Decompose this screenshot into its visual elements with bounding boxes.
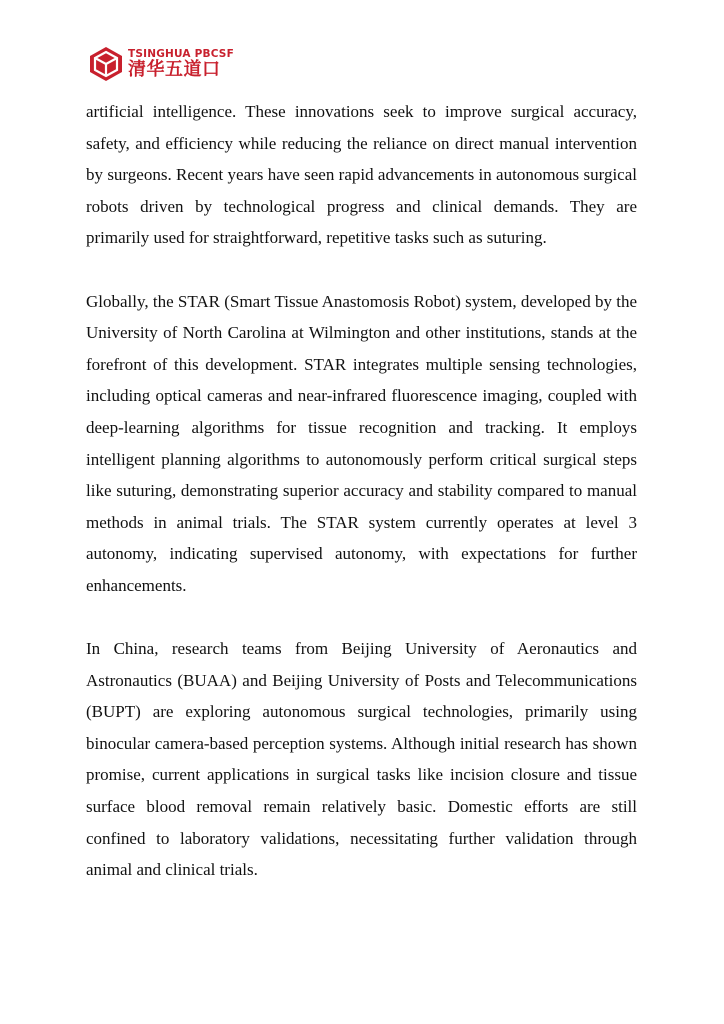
- header-logo: [89, 44, 234, 84]
- paragraph-china-research: In China, research teams from Beijing University of Aeronautics and Astronautics (BUAA) and Beijing University of Posts and Telecommunications (BUPT) are exploring autonomous surgical technologies, primarily using binocular camera-based perception systems. Although initial research has shown promise, current applications in surgical tasks like incision closure and tissue surface blood removal remain relatively basic. Domestic efforts are still confined to laboratory validations, necessitating further validation through animal and clinical trials.: [86, 639, 637, 880]
- paragraph-intro-continuation: artificial intelligence. These innovations seek to improve surgical accuracy, safety, and efficiency while reducing the reliance on direct manual intervention by surgeons. Recent years have seen rapid advancements in autonomous surgical robots driven by technological progress and clinical demands. They are primarily used for straightforward, repetitive tasks such as suturing.: [86, 102, 637, 248]
- paragraph-star-system: Globally, the STAR (Smart Tissue Anastomosis Robot) system, developed by the University of North Carolina at Wilmington and other institutions, stands at the forefront of this development. STAR integrates multiple sensing technologies, including optical cameras and near-infrared fluorescence imaging, coupled with deep-learning algorithms for tissue recognition and tracking. It employs intelligent planning algorithms to autonomously perform critical surgical steps like suturing, demonstrating superior accuracy and stability compared to manual methods in animal trials. The STAR system currently operates at level 3 autonomy, indicating supervised autonomy, with expectations for further enhancements.: [86, 291, 637, 595]
- tsinghua-pbcsf-logo-icon: [89, 46, 123, 82]
- document-body: [86, 96, 637, 917]
- logo-text: [128, 49, 234, 80]
- logo-english-name: TSINGHUA PBCSF: [128, 47, 234, 60]
- logo-chinese-name: 清华五道口: [128, 59, 221, 81]
